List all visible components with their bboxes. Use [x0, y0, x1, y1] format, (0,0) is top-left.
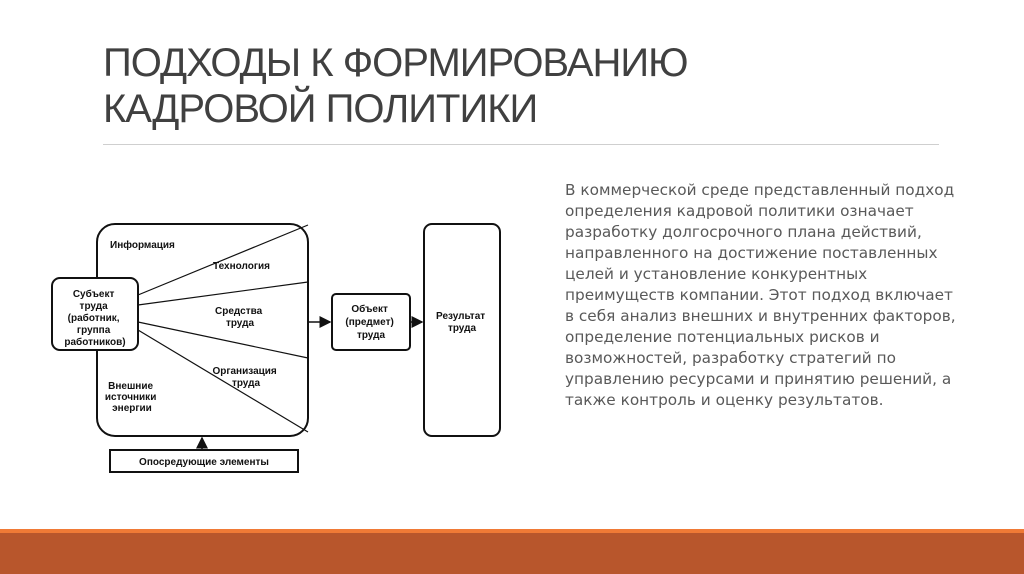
result-line-1: Результат: [436, 311, 486, 322]
sector-means-line-2: труда: [225, 318, 255, 329]
subject-line-3: (работник,: [67, 313, 120, 324]
sector-org-line-2: труда: [231, 378, 261, 389]
subject-line-4: группа: [76, 325, 111, 336]
sector-means-line-1: Средства: [215, 306, 263, 317]
diagram-canvas: [40, 210, 520, 490]
slide-title: [103, 40, 923, 132]
title-line-1: ПОДХОДЫ К ФОРМИРОВАНИЮ: [103, 41, 688, 85]
description-text: В коммерческой среде представленный подход определения кадровой политики означает разработку долгосрочного плана действий, направленного на достижение поставленных целей и установление конкурентных преимуществ компании. Этот подход включает в себя анализ внешних и внутренних факторов, определение потенциальных рисков и возможностей, разработку стратегий по управлению ресурсами и принятию решений, а также контроль и оценку результатов.: [565, 181, 956, 409]
sector-energy-label: [105, 381, 159, 414]
labor-process-diagram: [40, 210, 520, 490]
title-line-2: КАДРОВОЙ ПОЛИТИКИ: [103, 87, 538, 131]
subject-line-2: труда: [79, 301, 108, 312]
sector-energy-line-3: энергии: [112, 403, 152, 414]
object-line-3: труда: [356, 330, 386, 341]
mediating-elements-label: Опосредующие элементы: [139, 457, 269, 468]
subject-label: [64, 288, 125, 348]
sector-energy-line-2: источники: [104, 392, 157, 403]
subject-line-5: работников): [64, 337, 126, 348]
object-line-2: (предмет): [345, 317, 394, 328]
sector-org-line-1: Организация: [212, 366, 277, 377]
subject-line-1: Субъект: [72, 289, 115, 300]
footer-band: [0, 533, 1024, 574]
sector-information-label: Информация: [110, 240, 175, 251]
sector-technology-label: Технология: [213, 261, 270, 272]
sector-energy-line-1: Внешние: [108, 381, 154, 392]
object-line-1: Объект: [351, 304, 388, 315]
result-line-2: труда: [447, 323, 477, 334]
title-divider: [103, 144, 939, 145]
